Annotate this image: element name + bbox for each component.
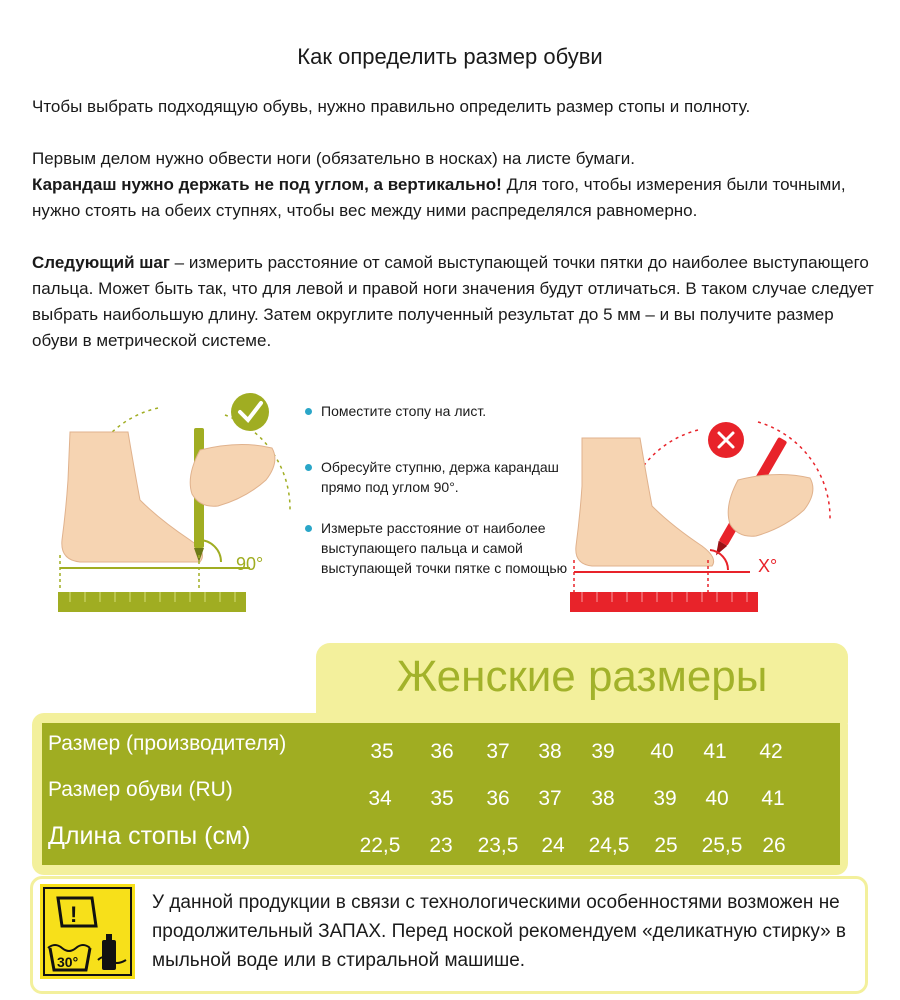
- page-title: Как определить размер обуви: [297, 44, 603, 69]
- table-cell: 40: [705, 787, 729, 810]
- table-cell: 40: [650, 740, 674, 763]
- table-cell: 42: [759, 740, 783, 763]
- table-cell: 24,5: [588, 834, 630, 857]
- table-cell: 41: [761, 787, 785, 810]
- wash-temp-label: 30°: [57, 954, 79, 970]
- table-cell: 37: [538, 787, 562, 810]
- correct-measurement-illustration: [50, 390, 310, 615]
- tracing-paragraph: [32, 146, 877, 224]
- tracing-emphasis: Карандаш нужно держать не под углом, а вертикально!: [32, 175, 502, 194]
- table-cell: 36: [486, 787, 510, 810]
- table-cell: 38: [591, 787, 615, 810]
- table-cell: 39: [591, 740, 615, 763]
- cross-icon: [708, 422, 744, 458]
- table-cell: 22,5: [359, 834, 401, 857]
- instruction-item: Обресуйте ступню, держа карандаш прямо под углом 90°.: [305, 457, 571, 497]
- ruler-icon: [58, 592, 246, 612]
- angle-x-label: X°: [758, 556, 778, 576]
- table-cell: 25: [654, 834, 678, 857]
- sizes-heading: Женские размеры: [396, 652, 768, 701]
- ruler-icon: [570, 592, 758, 612]
- row-label-foot-length: Длина стопы (см): [48, 822, 251, 850]
- wrong-measurement-illustration: [568, 410, 868, 620]
- bullet-icon: [305, 525, 312, 532]
- table-cell: 39: [653, 787, 677, 810]
- table-cell: 41: [703, 740, 727, 763]
- row-label-ru-size: Размер обуви (RU): [48, 778, 233, 801]
- tracing-rest: Для того, чтобы измерения были точными, нужно стоять на обеих ступнях, чтобы вес между ними распределялся равномерно.: [32, 175, 846, 220]
- table-cell: 37: [486, 740, 510, 763]
- table-cell: 26: [762, 834, 786, 857]
- angle-90-label: 90°: [236, 554, 264, 574]
- instruction-item: Поместите стопу на лист.: [305, 401, 571, 421]
- table-cell: 38: [538, 740, 562, 763]
- table-cell: 35: [430, 787, 454, 810]
- instruction-item: Измерьте расстояние от наиболее выступающего пальца и самой выступающей точки пятке с помощью: [305, 518, 571, 578]
- table-cell: 36: [430, 740, 454, 763]
- row-label-manufacturer-size: Размер (производителя): [48, 732, 287, 755]
- measuring-rest: – измерить расстояние от самой выступающей точки пятки до наиболее выступающего пальца. Может быть так, что для левой и правой ноги значения будут отличаться. В таком случае следует выбрать наибольшую длину. Затем округлите полученный результат до 5 мм – и вы получите размер обуви в метрической системе.: [32, 253, 874, 350]
- measuring-paragraph: [32, 250, 877, 354]
- bullet-icon: [305, 464, 312, 471]
- table-cell: 35: [370, 740, 394, 763]
- intro-paragraph: Чтобы выбрать подходящую обувь, нужно правильно определить размер стопы и полноту.: [32, 97, 751, 116]
- table-cell: 24: [541, 834, 565, 857]
- table-cell: 25,5: [701, 834, 743, 857]
- svg-text:!: !: [70, 902, 78, 927]
- care-warning-icon: [40, 884, 135, 979]
- warning-text: У данной продукции в связи с технологическими особенностями возможен не продолжительный ЗАПАХ. Перед ноской рекомендуем «деликатную стирку» в мыльной воде или в стиральной машише.: [152, 892, 847, 971]
- measuring-emphasis: Следующий шаг: [32, 253, 170, 272]
- tracing-line1: Первым делом нужно обвести ноги (обязательно в носках) на листе бумаги.: [32, 149, 635, 168]
- check-icon: [231, 393, 269, 431]
- bullet-icon: [305, 408, 312, 415]
- table-cell: 23,5: [477, 834, 519, 857]
- table-cell: 34: [368, 787, 392, 810]
- table-cell: 23: [429, 834, 453, 857]
